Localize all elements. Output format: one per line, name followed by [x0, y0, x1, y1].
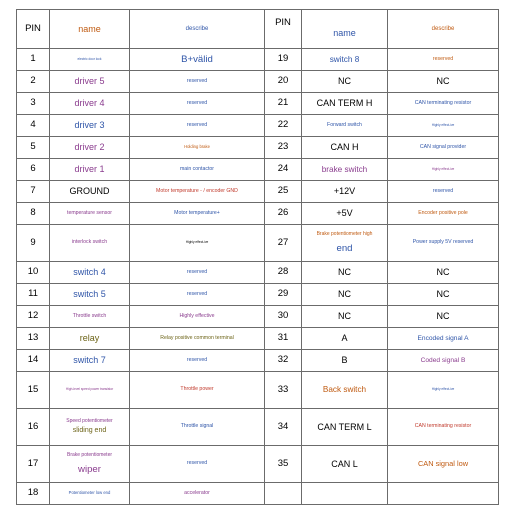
- pin-description: reserved: [130, 262, 265, 284]
- pin-number: 7: [17, 181, 50, 203]
- table-row: [17, 137, 499, 159]
- table-row: [17, 306, 499, 328]
- pin-number: 22: [265, 115, 302, 137]
- pin-number: 26: [265, 203, 302, 225]
- pin-description: reserved: [130, 71, 265, 93]
- pin-name: switch 8: [302, 49, 388, 71]
- pin-number: 2: [17, 71, 50, 93]
- pin-number: 24: [265, 159, 302, 181]
- pin-description: CAN terminating resistor: [388, 409, 499, 446]
- pin-number: 18: [17, 483, 50, 505]
- pin-number: 5: [17, 137, 50, 159]
- table-row: [17, 115, 499, 137]
- pin-name: interlock switch: [50, 225, 130, 262]
- pin-assignment-table: [16, 9, 499, 505]
- table-row: [17, 225, 499, 262]
- pin-number: 13: [17, 328, 50, 350]
- pin-name-line-1: Speed potentiometer: [66, 417, 113, 424]
- pin-description: reserved: [388, 49, 499, 71]
- pin-description: CAN terminating resistor: [388, 93, 499, 115]
- pin-description: [388, 483, 499, 505]
- header-pin: PIN: [17, 10, 50, 49]
- pin-name: Throttle switch: [50, 306, 130, 328]
- pin-description: reserved: [130, 284, 265, 306]
- pin-number: 35: [265, 446, 302, 483]
- pin-name-line-2: sliding end: [72, 427, 107, 435]
- table-row: [17, 446, 499, 483]
- pin-name: Back switch: [302, 372, 388, 409]
- table-row: [17, 483, 499, 505]
- pin-name: [50, 446, 130, 483]
- pin-name-line-1: Brake potentiometer high: [316, 231, 373, 238]
- pin-description: Highly effect-ive: [388, 159, 499, 181]
- pin-name: driver 1: [50, 159, 130, 181]
- pin-number: 8: [17, 203, 50, 225]
- table-row: [17, 284, 499, 306]
- pin-description: Motor temperature - / encoder GND: [130, 181, 265, 203]
- pin-number: [265, 483, 302, 505]
- pin-number: 28: [265, 262, 302, 284]
- pin-description: Encoder positive pole: [388, 203, 499, 225]
- pin-number: 16: [17, 409, 50, 446]
- pin-description: Highly effect-ive: [388, 115, 499, 137]
- pin-name: switch 5: [50, 284, 130, 306]
- pin-name: NC: [302, 262, 388, 284]
- pin-description: main contactor: [130, 159, 265, 181]
- pin-description: reserved: [130, 93, 265, 115]
- pin-name: brake switch: [302, 159, 388, 181]
- pin-number: 11: [17, 284, 50, 306]
- pin-number: 27: [265, 225, 302, 262]
- pin-number: 25: [265, 181, 302, 203]
- table-row: [17, 181, 499, 203]
- pin-number: 4: [17, 115, 50, 137]
- pin-number: 34: [265, 409, 302, 446]
- table-row: [17, 350, 499, 372]
- pin-name: NC: [302, 71, 388, 93]
- pin-description: Highly effect-ive: [130, 225, 265, 262]
- pin-name: Potentiometer low end: [50, 483, 130, 505]
- table-row: [17, 71, 499, 93]
- pin-description: NC: [388, 306, 499, 328]
- pin-description: CAN signal provider: [388, 137, 499, 159]
- pin-number: 12: [17, 306, 50, 328]
- pin-description: Highly effective: [130, 306, 265, 328]
- pin-number: 10: [17, 262, 50, 284]
- table-row: [17, 93, 499, 115]
- pin-name: driver 3: [50, 115, 130, 137]
- table-row: [17, 159, 499, 181]
- pin-number: 31: [265, 328, 302, 350]
- pin-number: 32: [265, 350, 302, 372]
- pin-description: Encoded signal A: [388, 328, 499, 350]
- header-name: name: [50, 10, 130, 49]
- table-row: [17, 372, 499, 409]
- pin-name: CAN TERM H: [302, 93, 388, 115]
- pin-description: NC: [388, 262, 499, 284]
- pin-description: Throttle power: [130, 372, 265, 409]
- pin-name-line-2: wiper: [78, 463, 101, 475]
- pin-name: CAN H: [302, 137, 388, 159]
- pin-description: Throttle signal: [130, 409, 265, 446]
- pin-name-line-2: end: [336, 242, 353, 254]
- pin-number: 29: [265, 284, 302, 306]
- pin-name: driver 5: [50, 71, 130, 93]
- header-name-right: name: [302, 10, 388, 49]
- pin-description: Highly effect-ive: [388, 372, 499, 409]
- pin-description: accelerator: [130, 483, 265, 505]
- pin-name: relay: [50, 328, 130, 350]
- pin-name-line-1: Brake potentiometer: [66, 452, 113, 459]
- pin-name: [50, 409, 130, 446]
- pin-name: switch 4: [50, 262, 130, 284]
- pin-number: 6: [17, 159, 50, 181]
- pin-name: +12V: [302, 181, 388, 203]
- pin-name: High-level speed power transistor: [50, 372, 130, 409]
- pin-description: Power supply 5V reserved: [388, 225, 499, 262]
- pin-name: GROUND: [50, 181, 130, 203]
- pin-number: 17: [17, 446, 50, 483]
- pin-description: NC: [388, 284, 499, 306]
- pin-description: reserved: [130, 115, 265, 137]
- pin-number: 3: [17, 93, 50, 115]
- header-describe-right: describe: [388, 10, 499, 49]
- pin-number: 19: [265, 49, 302, 71]
- pin-number: 30: [265, 306, 302, 328]
- pin-description: B+välid: [130, 49, 265, 71]
- pin-description: Coded signal B: [388, 350, 499, 372]
- pin-number: 14: [17, 350, 50, 372]
- pin-name: +5V: [302, 203, 388, 225]
- pin-name: driver 2: [50, 137, 130, 159]
- pin-name: driver 4: [50, 93, 130, 115]
- pin-number: 33: [265, 372, 302, 409]
- table-row: [17, 328, 499, 350]
- pin-name: CAN L: [302, 446, 388, 483]
- pin-number: 1: [17, 49, 50, 71]
- pin-name: [302, 225, 388, 262]
- pin-description: Relay positive common terminal: [130, 328, 265, 350]
- pin-description: Holding brake: [130, 137, 265, 159]
- table-header-row: [17, 10, 499, 49]
- pin-name: temperature sensor: [50, 203, 130, 225]
- header-describe: describe: [130, 10, 265, 49]
- pin-number: 20: [265, 71, 302, 93]
- pin-number: 15: [17, 372, 50, 409]
- pin-name: [302, 483, 388, 505]
- pin-name: Forward switch: [302, 115, 388, 137]
- pin-description: reserved: [130, 446, 265, 483]
- pin-name: electric door lock: [50, 49, 130, 71]
- pin-number: 9: [17, 225, 50, 262]
- pin-number: 21: [265, 93, 302, 115]
- pin-number: 23: [265, 137, 302, 159]
- pin-name: A: [302, 328, 388, 350]
- pin-description: reserved: [388, 181, 499, 203]
- table-row: [17, 203, 499, 225]
- pin-name: CAN TERM L: [302, 409, 388, 446]
- table-row: [17, 262, 499, 284]
- header-pin-right: PIN: [265, 10, 302, 49]
- pin-name: B: [302, 350, 388, 372]
- table-row: [17, 49, 499, 71]
- pin-name: NC: [302, 306, 388, 328]
- pin-description: NC: [388, 71, 499, 93]
- pin-name: NC: [302, 284, 388, 306]
- table-row: [17, 409, 499, 446]
- pin-description: Motor temperature+: [130, 203, 265, 225]
- pin-name: switch 7: [50, 350, 130, 372]
- pin-description: reserved: [130, 350, 265, 372]
- pin-description: CAN signal low: [388, 446, 499, 483]
